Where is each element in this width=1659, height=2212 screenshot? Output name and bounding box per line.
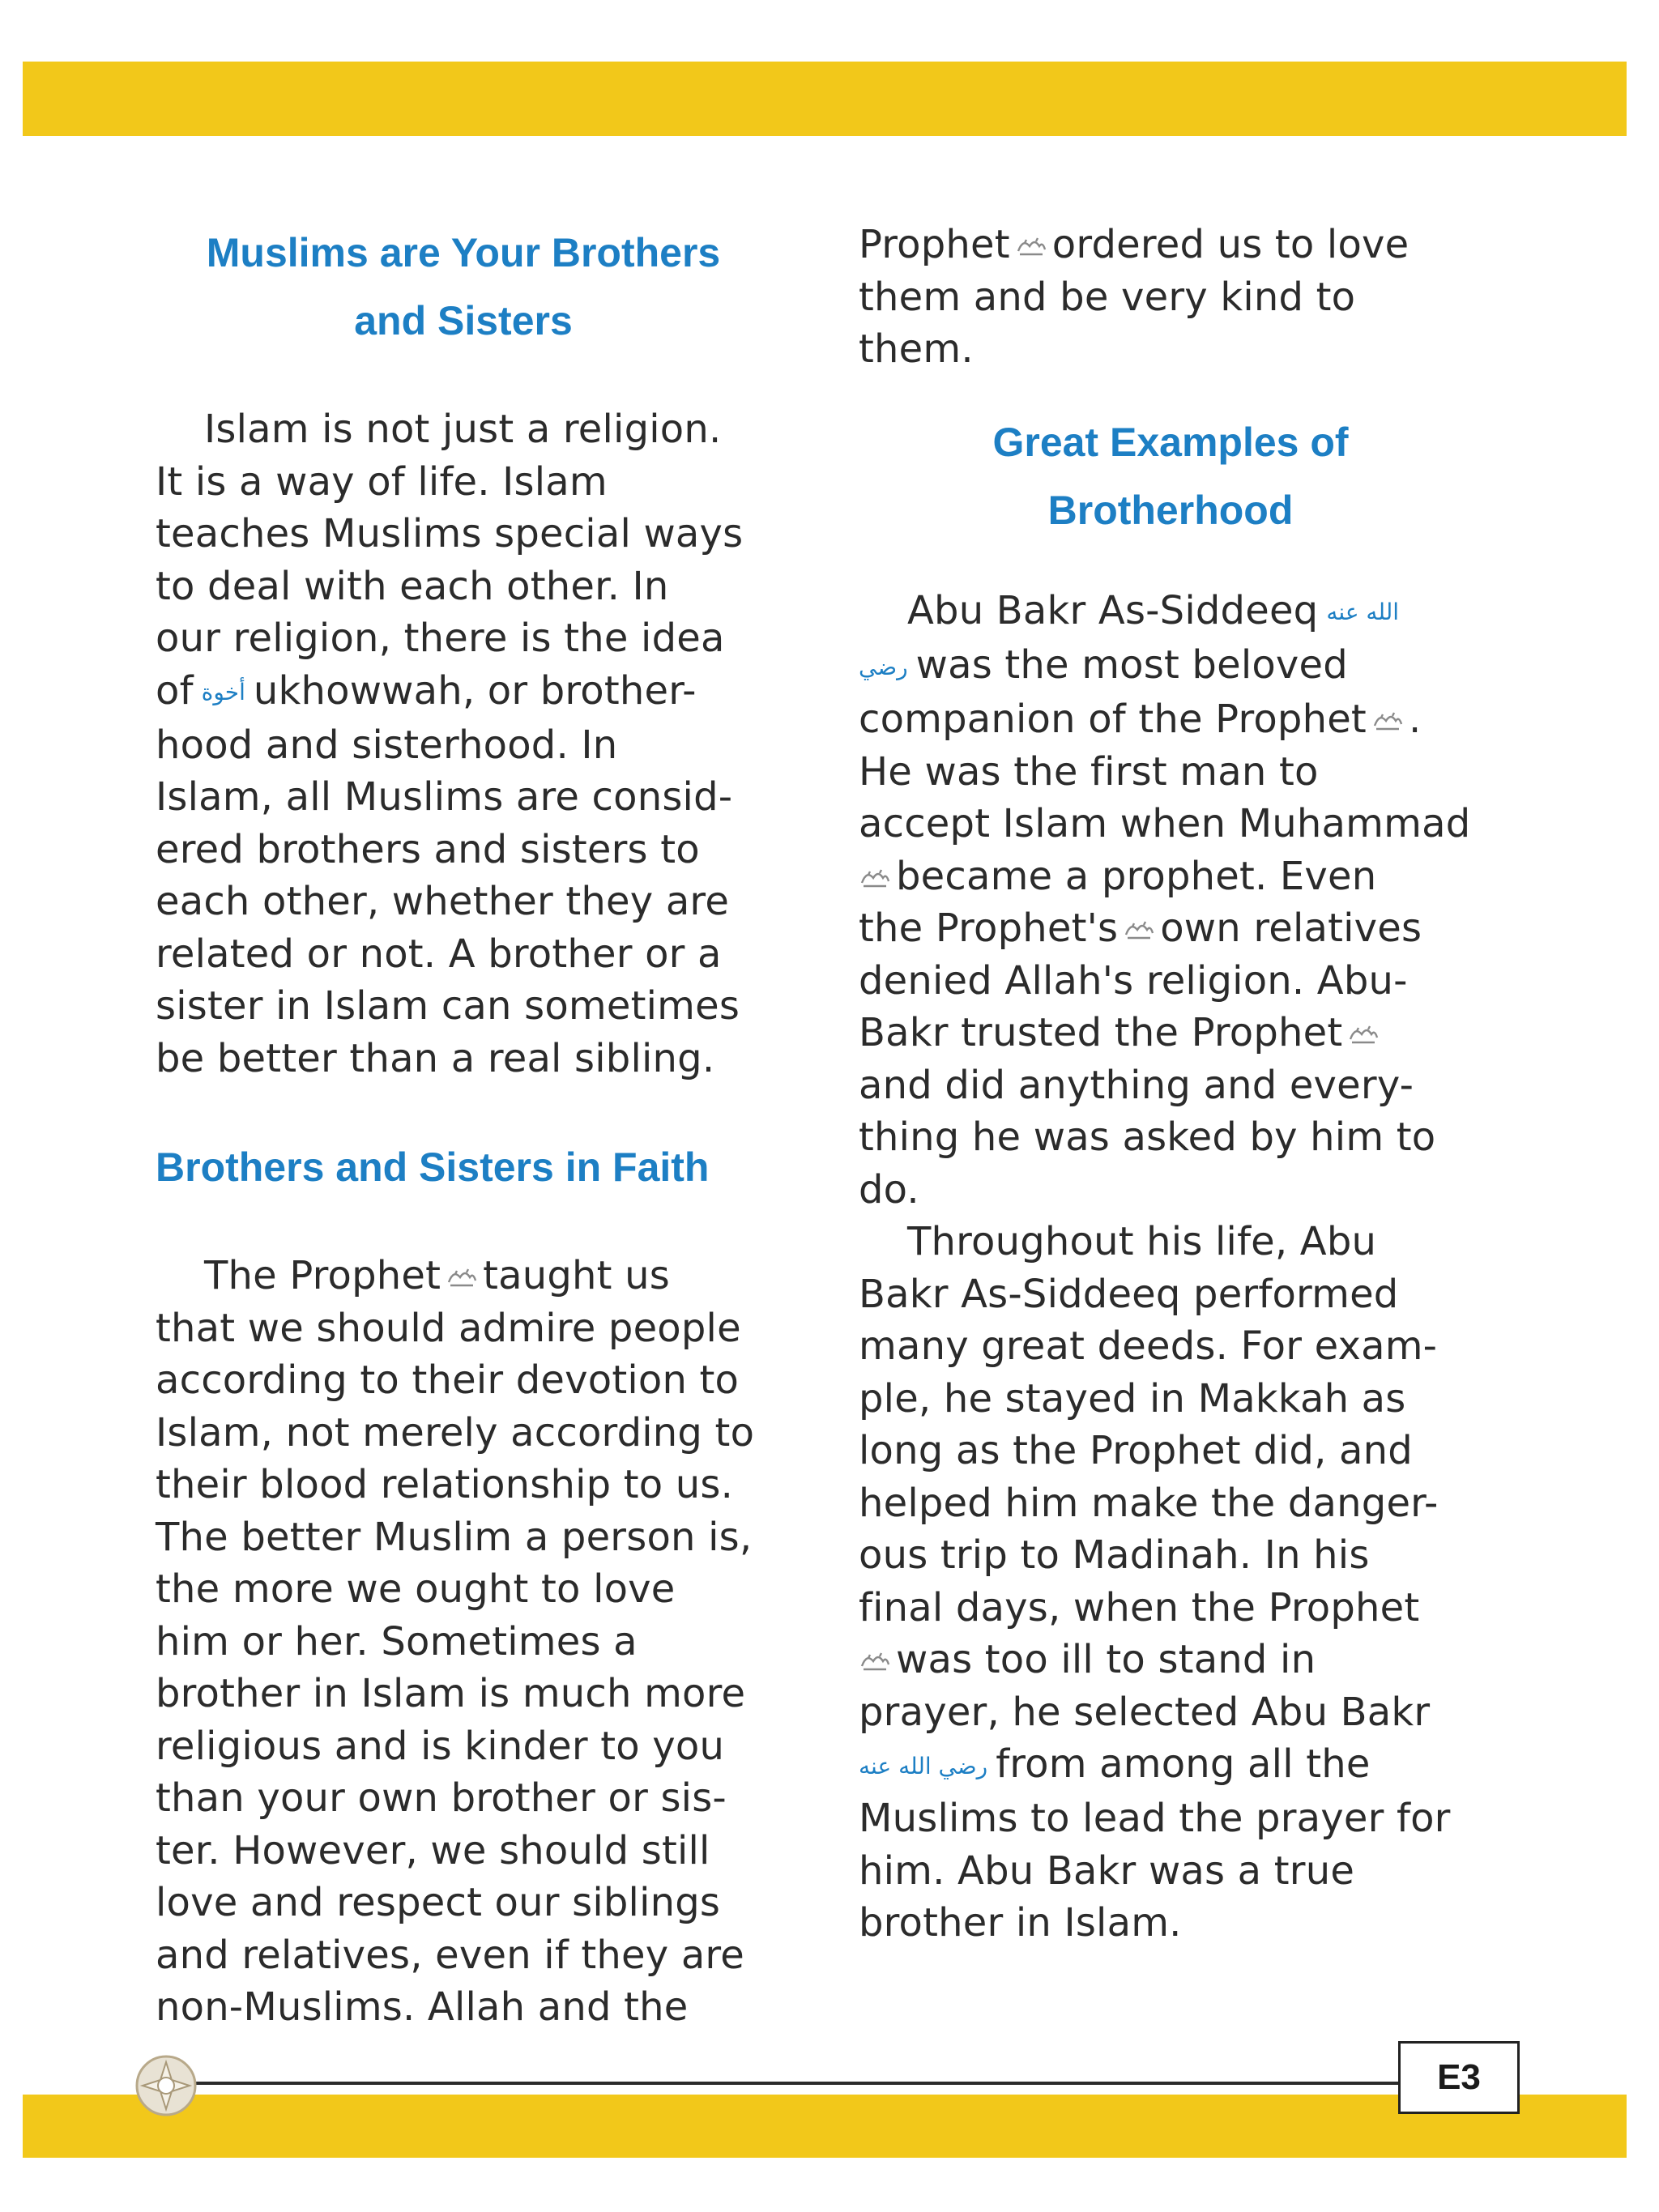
pbuh-icon [446, 1266, 478, 1290]
paragraph-abu-bakr [859, 585, 1482, 1217]
paragraph-text: ukhowwah, or brother- hood and sisterhood. In Islam, all Muslims are consid- ered brothers and sisters to each other, whether they are related or not. A brother or a sister in Islam can sometimes be better than a real sibling. [156, 667, 740, 1081]
paragraph-text: the Prophet's [859, 906, 1119, 951]
heading-line-2: and Sisters [354, 298, 573, 343]
pbuh-icon [859, 1650, 891, 1674]
heading-brothers-sisters [156, 219, 771, 355]
paragraph-text: Abu Bakr As-Siddeeq [907, 587, 1319, 633]
arabic-radiallahu-anhu-part1: الله عنه [1326, 599, 1400, 626]
paragraph-islam-way-of-life [156, 403, 771, 1085]
arabic-ukhowwah: أخوة [201, 679, 245, 706]
top-yellow-band [23, 62, 1627, 136]
pbuh-icon [859, 867, 891, 891]
paragraph-text: . [1408, 697, 1422, 742]
left-column [156, 219, 771, 2034]
pbuh-icon [1123, 918, 1155, 943]
paragraph-text: Islam is not just a religion. It is a way of life. Islam teaches Muslims special ways to deal with each other. In our religion, there is the idea of [156, 407, 744, 714]
pbuh-icon [1371, 710, 1404, 734]
paragraph-text: Throughout his life, Abu Bakr As-Siddeeq performed many great deeds. For exam- ple, he stayed in Makkah as long as the Prophet did, and helped him make the danger- ous trip to Madinah. In his final days, when the Prophet [859, 1219, 1439, 1630]
paragraph-text: from among all the Muslims to lead the prayer for him. Abu Bakr was a true brother in Islam. [859, 1741, 1451, 1946]
heading-great-examples [859, 408, 1482, 544]
paragraph-throughout-his-life [859, 1216, 1482, 1950]
heading-line-1: Muslims are Your Brothers [206, 230, 721, 275]
paragraph-text: ordered us to love them and be very kind to them. [859, 222, 1410, 372]
ornament-icon [134, 2054, 198, 2117]
heading-line-2: Brotherhood [1047, 487, 1294, 533]
paragraph-continued [859, 219, 1482, 376]
page-number-box [1398, 2041, 1520, 2114]
paragraph-text: was the most beloved [915, 641, 1348, 688]
paragraph-text: companion of the Prophet [859, 697, 1367, 742]
paragraph-text: own relatives denied Allah's religion. Abu- Bakr trusted the Prophet [859, 906, 1422, 1055]
paragraph-text: He was the first man to accept Islam when Muhammad [859, 748, 1471, 846]
paragraph-text: was too ill to stand in prayer, he selected Abu Bakr [859, 1637, 1431, 1735]
right-column [859, 219, 1482, 1950]
paragraph-text: The Prophet [204, 1253, 441, 1299]
arabic-radiallahu-anhu: رضي الله عنه [859, 1752, 988, 1779]
paragraph-text: Prophet [859, 222, 1010, 267]
bottom-yellow-band [23, 2095, 1627, 2158]
arabic-radiallahu-anhu-part2: رضي [859, 653, 908, 680]
paragraph-text: and did anything and every- thing he was asked by him to do. [859, 1062, 1436, 1213]
paragraph-admire-people [156, 1250, 771, 2034]
heading-line-1: Great Examples of [992, 419, 1349, 465]
pbuh-icon [1347, 1023, 1380, 1047]
page-number: E3 [1437, 2057, 1481, 2097]
pbuh-icon [1015, 235, 1047, 259]
heading-brothers-in-faith: Brothers and Sisters in Faith [156, 1144, 710, 1191]
paragraph-text: taught us that we should admire people according to their devotion to Islam, not merely according to their blood relationship to us. The better Muslim a person is, the more we ought to love him or her. Sometimes a brother in Islam is much more religious and is kinder to you than your own brother or sis- ter. However, we should still love and respect our siblings and relatives, even if they are non-Muslims. Allah and the [156, 1253, 755, 2031]
footer-rule [186, 2082, 1401, 2085]
paragraph-text: became a prophet. Even [896, 853, 1377, 899]
